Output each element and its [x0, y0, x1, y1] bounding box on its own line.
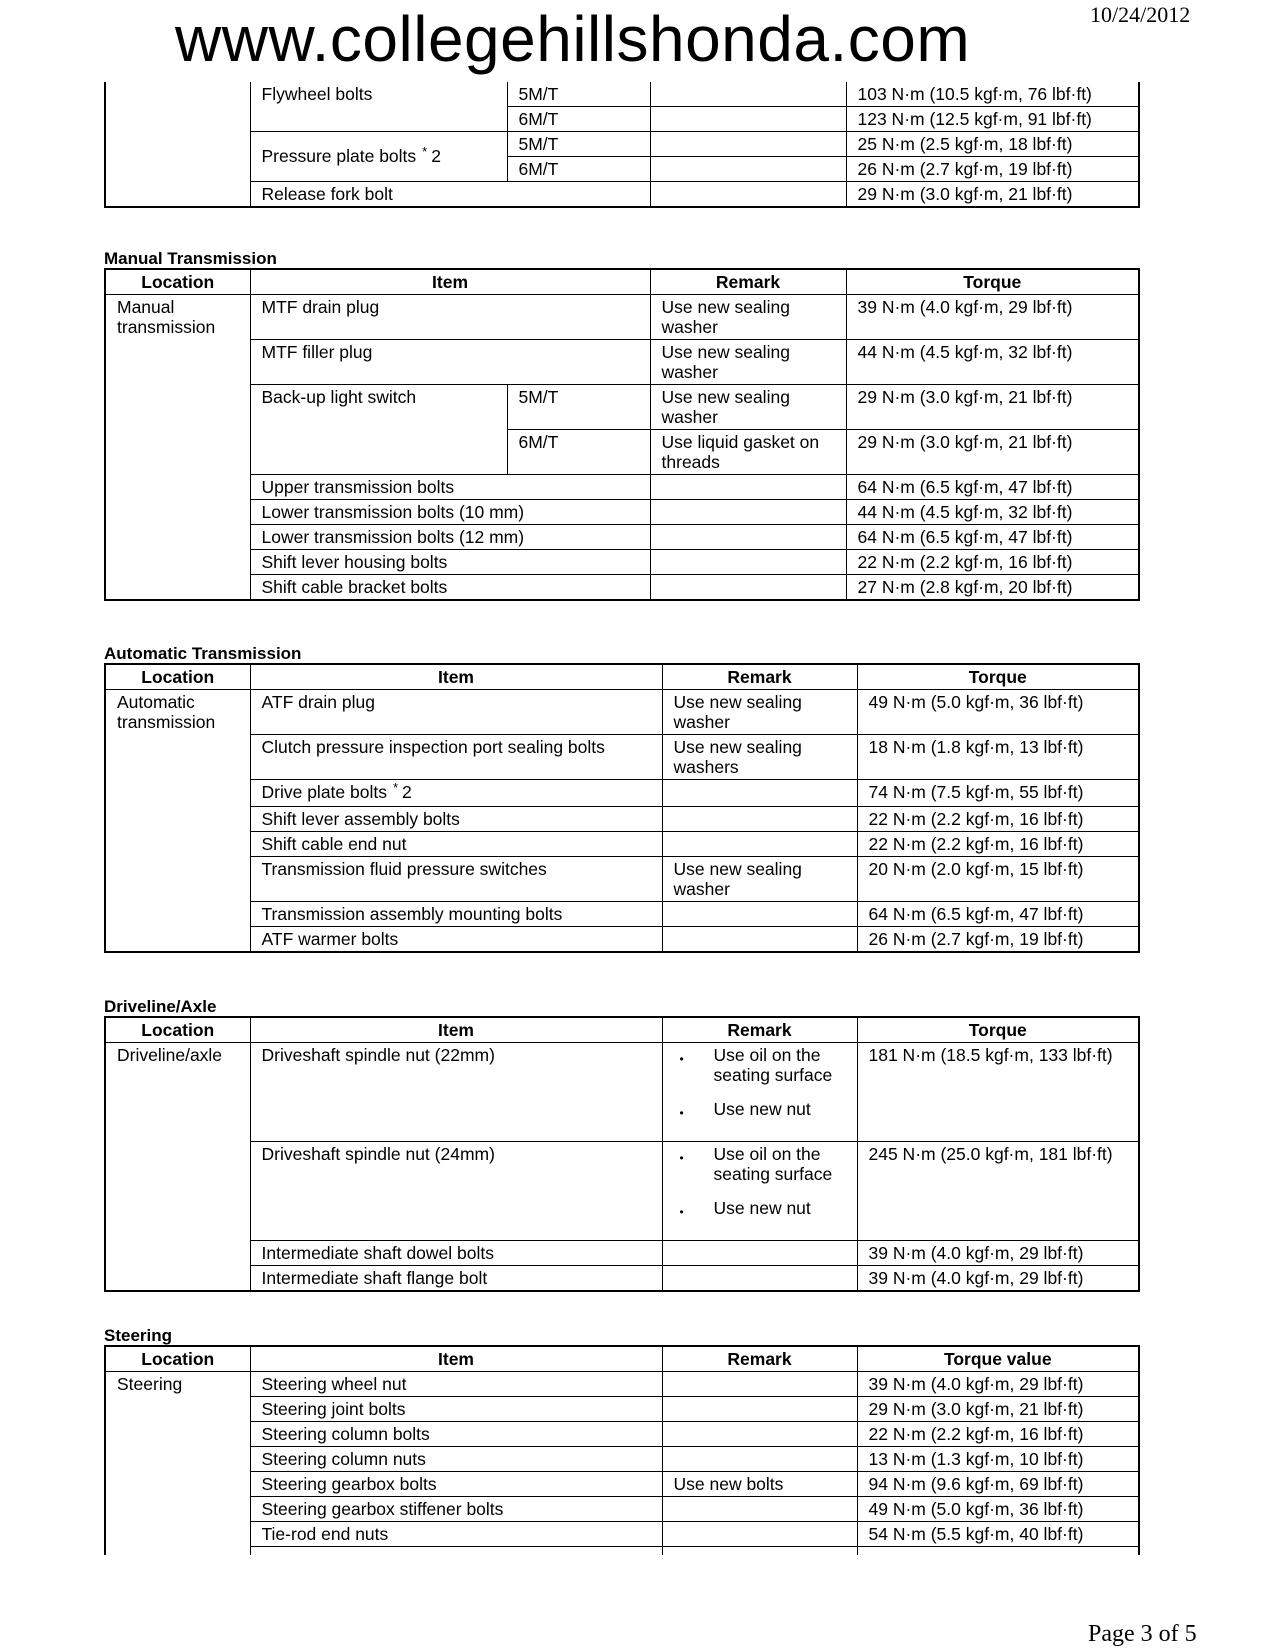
item-cell — [250, 1547, 662, 1556]
manual-transmission-table — [104, 268, 1140, 601]
item-cell: Release fork bolt — [250, 182, 650, 208]
item-cell: Driveshaft spindle nut (22mm) — [250, 1043, 662, 1142]
torque-cell: 39 N·m (4.0 kgf·m, 29 lbf·ft) — [857, 1241, 1139, 1266]
section-title-driveline: Driveline/Axle — [104, 997, 217, 1016]
item-cell: Back-up light switch — [250, 385, 507, 475]
header-location: Location — [105, 1017, 250, 1043]
item-label: Drive plate bolts — [261, 782, 387, 802]
remark-cell — [650, 157, 846, 182]
torque-cell: 26 N·m (2.7 kgf·m, 19 lbf·ft) — [846, 157, 1139, 182]
remark-cell — [662, 1547, 857, 1556]
list-item: • Use new nut — [714, 1198, 846, 1218]
remark-cell: Use new sealing washers — [662, 735, 857, 780]
remark-cell: Use new sealing washer — [650, 385, 846, 430]
remark-cell: Use new sealing washer — [662, 690, 857, 735]
location-cell — [105, 82, 250, 207]
torque-cell: 64 N·m (6.5 kgf·m, 47 lbf·ft) — [846, 525, 1139, 550]
header-location: Location — [105, 664, 250, 690]
remark-cell — [662, 780, 857, 807]
header-torque: Torque value — [857, 1346, 1139, 1372]
item-cell: Lower transmission bolts (12 mm) — [250, 525, 650, 550]
item-cell: Steering column nuts — [250, 1447, 662, 1472]
header-item: Item — [250, 664, 662, 690]
torque-cell: 181 N·m (18.5 kgf·m, 133 lbf·ft) — [857, 1043, 1139, 1142]
sub-cell: 5M/T — [507, 82, 650, 107]
location-cell: Driveline/axle — [105, 1043, 250, 1292]
torque-cell: 44 N·m (4.5 kgf·m, 32 lbf·ft) — [846, 500, 1139, 525]
torque-cell: 39 N·m (4.0 kgf·m, 29 lbf·ft) — [857, 1266, 1139, 1292]
torque-cell: 44 N·m (4.5 kgf·m, 32 lbf·ft) — [846, 340, 1139, 385]
header-torque: Torque — [857, 1017, 1139, 1043]
item-cell: ATF warmer bolts — [250, 927, 662, 953]
remark-cell — [662, 1241, 857, 1266]
footnote-number: 2 — [402, 782, 412, 802]
automatic-transmission-table — [104, 663, 1140, 953]
item-cell: Steering column bolts — [250, 1422, 662, 1447]
list-item: • Use oil on the seating surface — [714, 1144, 846, 1184]
remark-cell — [650, 475, 846, 500]
torque-cell: 29 N·m (3.0 kgf·m, 21 lbf·ft) — [846, 182, 1139, 208]
print-date: 10/24/2012 — [1090, 2, 1191, 27]
footnote-number: 2 — [431, 145, 441, 166]
header-item: Item — [250, 1017, 662, 1043]
location-cell: Steering — [105, 1372, 250, 1556]
header-remark: Remark — [662, 664, 857, 690]
torque-cell: 27 N·m (2.8 kgf·m, 20 lbf·ft) — [846, 575, 1139, 601]
item-cell: Lower transmission bolts (10 mm) — [250, 500, 650, 525]
section-title-manual: Manual Transmission — [104, 249, 277, 268]
torque-cell: 18 N·m (1.8 kgf·m, 13 lbf·ft) — [857, 735, 1139, 780]
header-torque: Torque — [846, 269, 1139, 295]
sub-cell: 6M/T — [507, 157, 650, 182]
item-cell: Steering gearbox bolts — [250, 1472, 662, 1497]
torque-cell — [857, 1547, 1139, 1556]
item-cell: Upper transmission bolts — [250, 475, 650, 500]
remark-cell — [662, 1043, 857, 1142]
header-item: Item — [250, 269, 650, 295]
remark-cell: Use liquid gasket on threads — [650, 430, 846, 475]
remark-cell — [662, 1422, 857, 1447]
sub-cell: 5M/T — [507, 385, 650, 430]
torque-cell: 74 N·m (7.5 kgf·m, 55 lbf·ft) — [857, 780, 1139, 807]
footnote-mark: * — [422, 143, 428, 159]
remark-cell: Use new sealing washer — [662, 857, 857, 902]
torque-cell: 64 N·m (6.5 kgf·m, 47 lbf·ft) — [846, 475, 1139, 500]
item-cell: Transmission fluid pressure switches — [250, 857, 662, 902]
item-cell: Shift lever assembly bolts — [250, 807, 662, 832]
torque-cell: 39 N·m (4.0 kgf·m, 29 lbf·ft) — [857, 1372, 1139, 1397]
torque-cell: 94 N·m (9.6 kgf·m, 69 lbf·ft) — [857, 1472, 1139, 1497]
torque-cell: 22 N·m (2.2 kgf·m, 16 lbf·ft) — [846, 550, 1139, 575]
torque-cell: 26 N·m (2.7 kgf·m, 19 lbf·ft) — [857, 927, 1139, 953]
torque-cell: 245 N·m (25.0 kgf·m, 181 lbf·ft) — [857, 1142, 1139, 1241]
item-cell: Steering wheel nut — [250, 1372, 662, 1397]
torque-cell: 22 N·m (2.2 kgf·m, 16 lbf·ft) — [857, 807, 1139, 832]
remark-list — [674, 1144, 846, 1218]
clutch-table — [104, 82, 1140, 208]
header-item: Item — [250, 1346, 662, 1372]
remark-cell — [650, 107, 846, 132]
list-item: • Use oil on the seating surface — [714, 1045, 846, 1085]
item-cell — [250, 132, 507, 182]
item-cell: MTF filler plug — [250, 340, 650, 385]
remark-cell — [650, 182, 846, 208]
list-item: • Use new nut — [714, 1099, 846, 1119]
site-title: www.collegehillshonda.com — [175, 3, 971, 75]
remark-cell — [662, 807, 857, 832]
remark-cell — [662, 1142, 857, 1241]
remark-list — [674, 1045, 846, 1119]
remark-cell — [662, 902, 857, 927]
torque-cell: 39 N·m (4.0 kgf·m, 29 lbf·ft) — [846, 295, 1139, 340]
torque-cell: 49 N·m (5.0 kgf·m, 36 lbf·ft) — [857, 690, 1139, 735]
location-cell: Automatic transmission — [105, 690, 250, 953]
sub-cell: 6M/T — [507, 430, 650, 475]
header-remark: Remark — [650, 269, 846, 295]
torque-cell: 22 N·m (2.2 kgf·m, 16 lbf·ft) — [857, 832, 1139, 857]
driveline-table — [104, 1016, 1140, 1292]
torque-cell: 20 N·m (2.0 kgf·m, 15 lbf·ft) — [857, 857, 1139, 902]
torque-cell: 123 N·m (12.5 kgf·m, 91 lbf·ft) — [846, 107, 1139, 132]
remark-cell — [662, 832, 857, 857]
remark-cell — [650, 575, 846, 601]
item-cell: Intermediate shaft dowel bolts — [250, 1241, 662, 1266]
remark-cell — [662, 1266, 857, 1292]
item-label: Pressure plate bolts — [261, 145, 417, 166]
remark-cell: Use new sealing washer — [650, 340, 846, 385]
torque-cell: 29 N·m (3.0 kgf·m, 21 lbf·ft) — [846, 385, 1139, 430]
item-cell: Steering joint bolts — [250, 1397, 662, 1422]
item-cell: Steering gearbox stiffener bolts — [250, 1497, 662, 1522]
steering-table — [104, 1345, 1140, 1555]
torque-cell: 103 N·m (10.5 kgf·m, 76 lbf·ft) — [846, 82, 1139, 107]
section-title-automatic: Automatic Transmission — [104, 644, 302, 663]
torque-cell: 49 N·m (5.0 kgf·m, 36 lbf·ft) — [857, 1497, 1139, 1522]
header-torque: Torque — [857, 664, 1139, 690]
header-location: Location — [105, 1346, 250, 1372]
remark-cell — [650, 132, 846, 157]
item-cell: Flywheel bolts — [250, 82, 507, 132]
section-title-steering: Steering — [104, 1326, 173, 1345]
location-cell: Manual transmission — [105, 295, 250, 601]
remark-cell — [662, 927, 857, 953]
header-remark: Remark — [662, 1346, 857, 1372]
item-cell: Shift lever housing bolts — [250, 550, 650, 575]
footnote-mark: * — [392, 780, 399, 795]
torque-cell: 54 N·m (5.5 kgf·m, 40 lbf·ft) — [857, 1522, 1139, 1547]
torque-cell: 22 N·m (2.2 kgf·m, 16 lbf·ft) — [857, 1422, 1139, 1447]
page-number: Page 3 of 5 — [1088, 1621, 1197, 1647]
sub-cell: 6M/T — [507, 107, 650, 132]
item-cell — [250, 780, 662, 807]
header-remark: Remark — [662, 1017, 857, 1043]
remark-cell — [650, 525, 846, 550]
torque-cell: 25 N·m (2.5 kgf·m, 18 lbf·ft) — [846, 132, 1139, 157]
item-cell: MTF drain plug — [250, 295, 650, 340]
remark-cell — [662, 1397, 857, 1422]
item-cell: Driveshaft spindle nut (24mm) — [250, 1142, 662, 1241]
torque-cell: 29 N·m (3.0 kgf·m, 21 lbf·ft) — [857, 1397, 1139, 1422]
torque-cell: 29 N·m (3.0 kgf·m, 21 lbf·ft) — [846, 430, 1139, 475]
remark-cell — [662, 1522, 857, 1547]
remark-cell: Use new bolts — [662, 1472, 857, 1497]
remark-cell — [662, 1447, 857, 1472]
remark-cell — [650, 500, 846, 525]
remark-cell — [662, 1497, 857, 1522]
item-cell: Shift cable end nut — [250, 832, 662, 857]
item-cell: Intermediate shaft flange bolt — [250, 1266, 662, 1292]
torque-cell: 64 N·m (6.5 kgf·m, 47 lbf·ft) — [857, 902, 1139, 927]
item-cell: Transmission assembly mounting bolts — [250, 902, 662, 927]
remark-cell — [662, 1372, 857, 1397]
item-cell: ATF drain plug — [250, 690, 662, 735]
remark-cell — [650, 550, 846, 575]
item-cell: Clutch pressure inspection port sealing bolts — [250, 735, 662, 780]
torque-cell: 13 N·m (1.3 kgf·m, 10 lbf·ft) — [857, 1447, 1139, 1472]
sub-cell: 5M/T — [507, 132, 650, 157]
item-cell: Tie-rod end nuts — [250, 1522, 662, 1547]
item-cell: Shift cable bracket bolts — [250, 575, 650, 601]
remark-cell: Use new sealing washer — [650, 295, 846, 340]
header-location: Location — [105, 269, 250, 295]
remark-cell — [650, 82, 846, 107]
